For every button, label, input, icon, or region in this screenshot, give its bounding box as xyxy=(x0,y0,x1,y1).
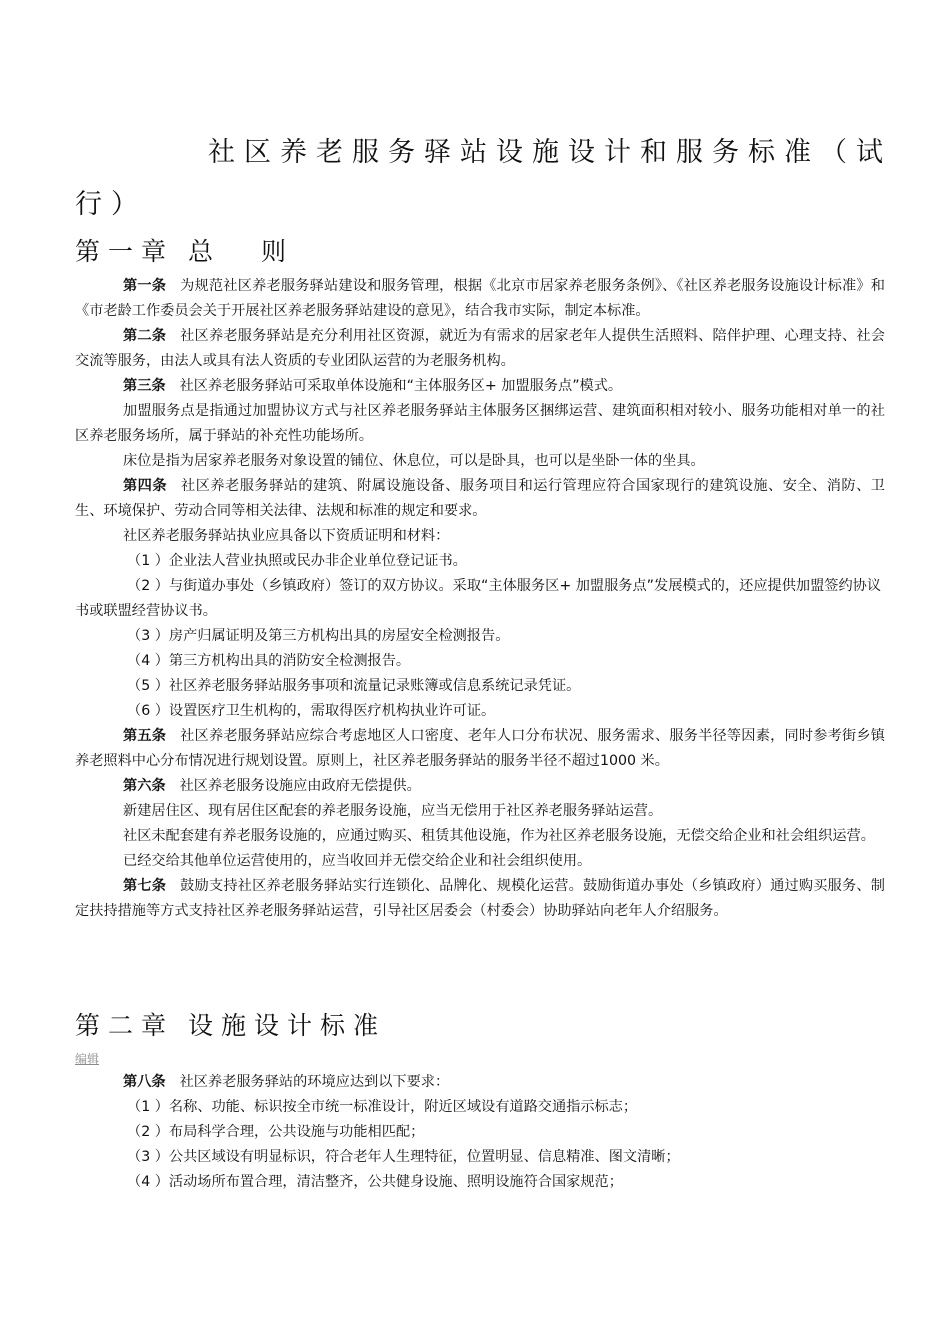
article-2 xyxy=(75,324,885,374)
document-title-line1: 社区养老服务驿站设施设计和服务标准（试 xyxy=(208,137,892,168)
chapter-1-number: 第一章 xyxy=(75,237,175,266)
document-title-line2: 行） xyxy=(75,189,147,220)
chapter-1-body xyxy=(75,274,885,924)
article-label: 第三条 xyxy=(123,378,166,394)
article-label: 第一条 xyxy=(123,278,167,294)
article-4 xyxy=(75,474,885,524)
article-1 xyxy=(75,274,885,324)
environment-item: （4 ）活动场所布置合理，清洁整齐，公共健身设施、照明设施符合国家规范； xyxy=(127,1174,623,1190)
article-label: 第五条 xyxy=(123,728,167,744)
article-7 xyxy=(75,874,885,924)
article-3 xyxy=(75,374,885,399)
article-text: 为规范社区养老服务驿站建设和服务管理，根据《北京市居家养老服务条例》、《社区养老服务设施设计标准》和《市老龄工作委员会关于开展社区养老服务驿站建设的意见》，结合我市实际，制定本标准。 xyxy=(75,278,885,319)
chapter-1-heading xyxy=(75,232,306,268)
qualification-item: （4 ）第三方机构出具的消防安全检测报告。 xyxy=(127,653,411,669)
paragraph-reclaim: 已经交给其他单位运营使用的，应当收回并无偿交给企业和社会组织使用。 xyxy=(123,853,592,869)
article-6 xyxy=(75,774,885,799)
article-text: 社区养老服务驿站可采取单体设施和“主体服务区+ 加盟服务点”模式。 xyxy=(179,378,623,394)
article-label: 第四条 xyxy=(123,478,168,494)
article-text: 社区养老服务驿站的建筑、附属设施设备、服务项目和运行管理应符合国家现行的建筑设施、安全、消防、卫生、环境保护、劳动合同等相关法律、法规和标准的规定和要求。 xyxy=(75,478,885,519)
chapter-2-heading xyxy=(75,1006,386,1042)
article-text: 社区养老服务驿站是充分利用社区资源，就近为有需求的居家老年人提供生活照料、陪伴护理、心理支持、社会交流等服务，由法人或具有法人资质的专业团队运营的为老服务机构。 xyxy=(75,328,885,369)
qualification-item: （2 ）与街道办事处（乡镇政府）签订的双方协议。采取“主体服务区+ 加盟服务点”发展模式的，还应提供加盟签约协议书或联盟经营协议书。 xyxy=(75,578,882,619)
article-8 xyxy=(75,1070,885,1095)
chapter-2-number: 第二章 xyxy=(75,1011,175,1040)
environment-item: （1 ）名称、功能、标识按全市统一标准设计，附近区域设有道路交通指示标志； xyxy=(127,1099,638,1115)
paragraph-new-residential: 新建居住区、现有居住区配套的养老服务设施，应当无偿用于社区养老服务驿站运营。 xyxy=(123,803,663,819)
article-label: 第八条 xyxy=(123,1074,166,1090)
article-text: 社区养老服务驿站的环境应达到以下要求： xyxy=(179,1074,450,1090)
paragraph-qualification-intro: 社区养老服务驿站执业应具备以下资质证明和材料： xyxy=(123,528,450,544)
article-text: 社区养老服务驿站应综合考虑地区人口密度、老年人口分布状况、服务需求、服务半径等因素，同时参考街乡镇养老照料中心分布情况进行规划设置。原则上，社区养老服务驿站的服务半径不超过1000 米。 xyxy=(75,728,885,769)
paragraph-no-facility: 社区未配套建有养老服务设施的，应通过购买、租赁其他设施，作为社区养老服务设施，无偿交给企业和社会组织运营。 xyxy=(123,828,875,844)
article-label: 第七条 xyxy=(123,878,167,894)
edit-link[interactable]: 编辑 xyxy=(75,1052,100,1066)
qualification-item: （5 ）社区养老服务驿站服务事项和流量记录账簿或信息系统记录凭证。 xyxy=(127,678,581,694)
chapter-2-name: 设施设计标准 xyxy=(188,1011,387,1040)
chapter-2-body xyxy=(75,1070,885,1195)
environment-item: （3 ）公共区域设有明显标识，符合老年人生理特征，位置明显、信息精准、图文清晰； xyxy=(127,1149,680,1165)
qualification-item: （3 ）房产归属证明及第三方机构出具的房屋安全检测报告。 xyxy=(127,628,510,644)
qualification-item: （6 ）设置医疗卫生机构的，需取得医疗机构执业许可证。 xyxy=(127,703,496,719)
paragraph-join-point: 加盟服务点是指通过加盟协议方式与社区养老服务驿站主体服务区捆绑运营、建筑面积相对较小、服务功能相对单一的社区养老服务场所，属于驿站的补充性功能场所。 xyxy=(75,403,885,444)
article-text: 鼓励支持社区养老服务驿站实行连锁化、品牌化、规模化运营。鼓励街道办事处（乡镇政府）通过购买服务、制定扶持措施等方式支持社区养老服务驿站运营，引导社区居委会（村委会）协助驿站向老年人介绍服务。 xyxy=(75,878,885,919)
qualification-item: （1 ）企业法人营业执照或民办非企业单位登记证书。 xyxy=(127,553,467,569)
article-text: 社区养老服务设施应由政府无偿提供。 xyxy=(179,778,421,794)
chapter-1-name: 总 则 xyxy=(188,237,306,266)
article-label: 第二条 xyxy=(123,328,167,344)
environment-item: （2 ）布局科学合理，公共设施与功能相匹配； xyxy=(127,1124,425,1140)
paragraph-bed-definition: 床位是指为居家养老服务对象设置的铺位、休息位，可以是卧具，也可以是坐卧一体的坐具。 xyxy=(123,453,705,469)
article-label: 第六条 xyxy=(123,778,166,794)
article-5 xyxy=(75,724,885,774)
